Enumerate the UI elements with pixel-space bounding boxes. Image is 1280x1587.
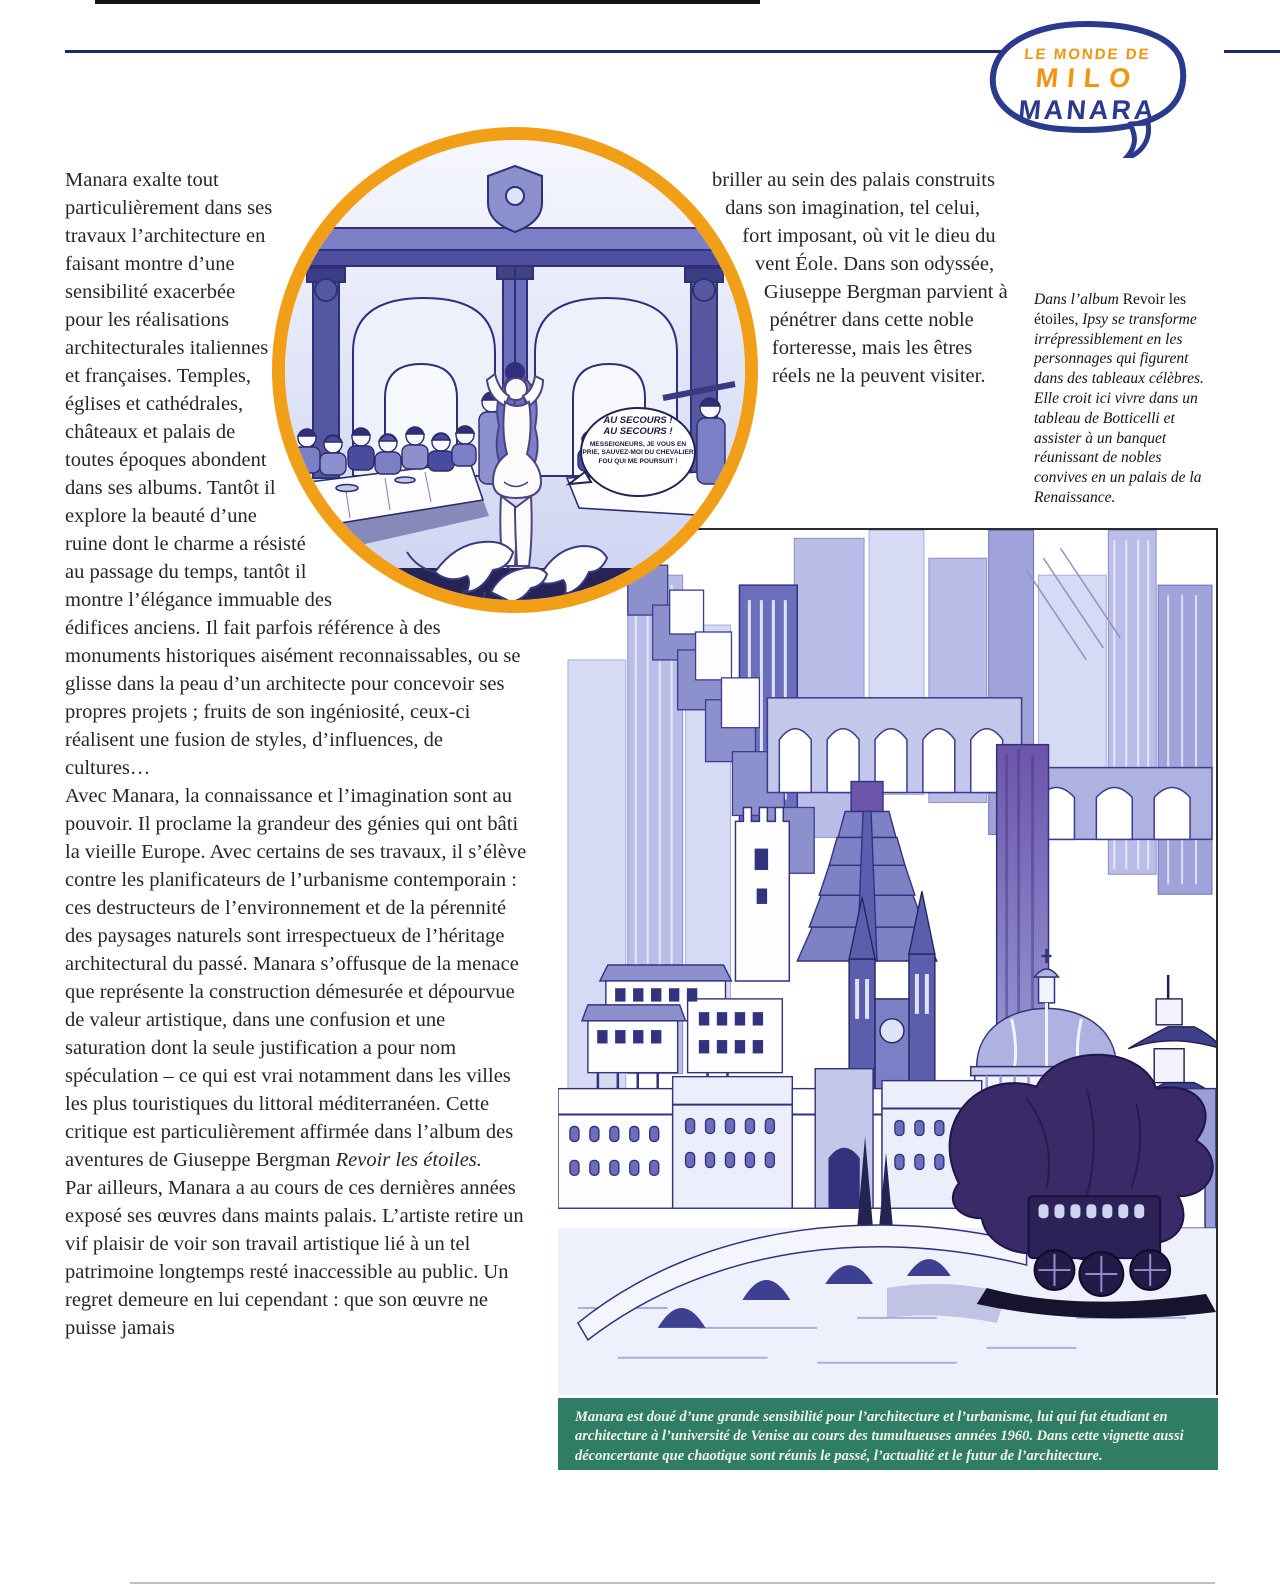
speech-bubble-line-1: AU SECOURS !: [603, 415, 673, 426]
cityscape-illustration: [558, 528, 1218, 1395]
scan-edge-strip: [95, 0, 760, 4]
banquet-scene-illustration: [285, 140, 745, 600]
header-rule-right-segment: [1224, 50, 1280, 53]
paragraph-3-text: Par ailleurs, Manara a au cours de ces dernières années exposé ses œuvres dans maints palais. L’artiste retire un vif plaisir de voir son travail artistique lié à un tel patrimoine longtemps resté inaccessible au public. Un regret demeure en lui cependant : que son œuvre ne puisse jamais: [65, 1177, 524, 1339]
logo-line-2: MILO: [1034, 63, 1141, 93]
speech-bubble-body: MESSEIGNEURS, JE VOUS EN PRIE, SAUVEZ-MOI DU CHEVALIER FOU QUI ME POURSUIT !: [582, 440, 694, 465]
article-paragraph-2: [65, 782, 528, 1174]
speech-bubble-text: [582, 416, 694, 467]
article-paragraph-right: briller au sein des palais construits dans son imagination, tel celui, fort imposant, où vit le dieu du vent Éole. Dans son odyssée, Giuseppe Bergman parvient à pénétrer dans cette noble forteresse, mais les êtres réels ne la peuvent visiter.: [712, 169, 1008, 387]
logo-line-1: LE MONDE DE: [1023, 46, 1152, 63]
album-title-italic: Revoir les étoiles.: [335, 1149, 482, 1171]
illustration-caption: Manara est doué d’une grande sensibilité pour l’architecture et l’urbanisme, lui qui fut étudiant en architecture à l’université de Venise au cours des tumultueuses années 1960. Dans cette vignette aussi déconcertante que chaotique sont réunis le passé, l’actualité et le futur de l’architecture.: [558, 1398, 1218, 1470]
logo-line-3: MANARA: [1017, 95, 1158, 125]
margin-note: [1034, 290, 1206, 508]
botticelli-banquet-panel: [272, 127, 758, 613]
margin-note-part-1: Dans l’album: [1034, 291, 1123, 308]
margin-note-album-title: Revoir les étoiles,: [1034, 291, 1186, 328]
article-right-column: [712, 166, 1012, 511]
header-rule: [65, 50, 1013, 53]
margin-note-part-3: Ipsy se transforme irrépressiblement en les personnages qui figurent dans des tableaux célèbres. Elle croit ici vivre dans un tableau de Botticelli et assister à un banquet réunissant de nobles convives en un palais de la Renaissance.: [1034, 310, 1204, 506]
magazine-logo: [980, 16, 1195, 158]
paragraph-2-text: Avec Manara, la connaissance et l’imagination sont au pouvoir. Il proclame la grandeur des génies qui ont bâti la vieille Europe. Avec certains de ses travaux, il s’élève contre les planificateurs de l’urbanisme contemporain : ces destructeurs de l’environnement et de la pérennité des paysages naturels sont irrespectueux de l’héritage architectural du passé. Manara s’offusque de la menace que représente la construction démesurée et dépourvue de valeur artistique, dans une confusion et une saturation dont la seule justification a pour nom spéculation – ce qui est vrai notamment dans les villes les plus touristiques du littoral méditerranéen. Cette critique est particulièrement affirmée dans l’album des aventures de Giuseppe Bergman: [65, 785, 527, 1171]
scan-edge-bottom: [130, 1582, 1215, 1584]
paragraph-1-text: Manara exalte tout particulièrement dans ses travaux l’architecture en faisant montre d’une sensibilité exacerbée pour les réalisations architecturales italiennes et françaises. Temples, églises et cathédrales, châteaux et palais de toutes époques abondent dans ses albums. Tantôt il explore la beauté d’une ruine dont le charme a résisté au passage du temps, tantôt il montre l’élégance immuable des édifices anciens. Il fait parfois référence à des monuments historiques aisément reconnaissables, ou se glisse dans la peau d’un architecte pour concevoir ses propres projets ; fruits de son ingéniosité, ceux-ci réalisent une fusion de styles, d’influences, de cultures…: [65, 169, 521, 779]
speech-bubble-line-2: AU SECOURS !: [603, 425, 673, 437]
article-paragraph-3: [65, 1174, 528, 1342]
cityscape-artwork-block: [558, 528, 1218, 1470]
